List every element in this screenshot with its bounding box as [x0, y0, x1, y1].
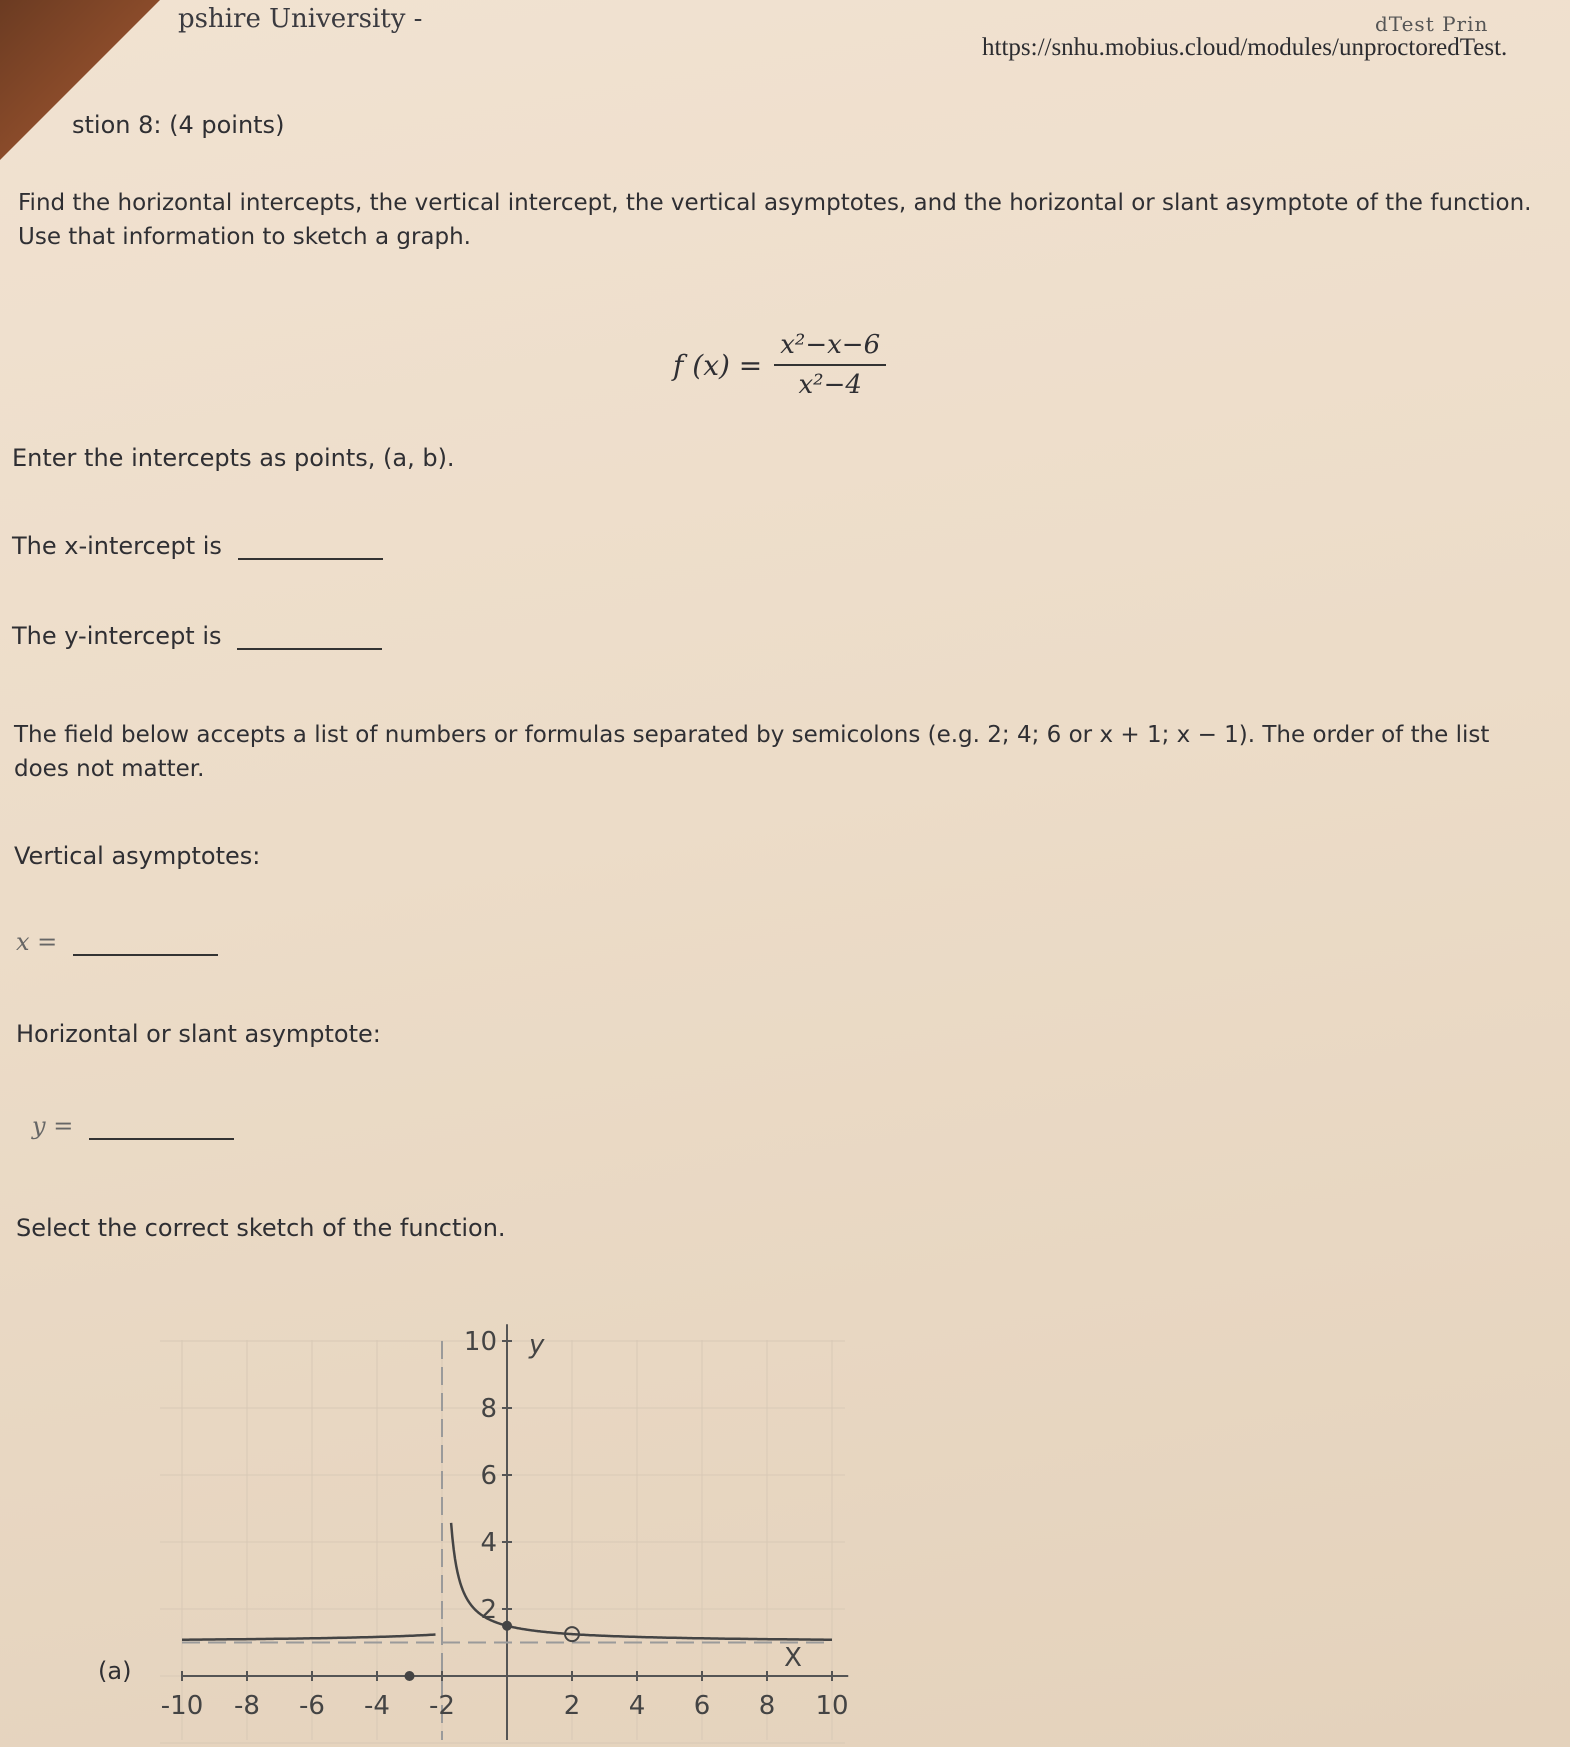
horizontal-asymptote-label: Horizontal or slant asymptote:	[16, 1020, 381, 1048]
vertical-asymptote-row	[16, 928, 218, 956]
question-number: stion 8: (4 points)	[72, 111, 285, 139]
list-note: The field below accepts a list of numbers or formulas separated by semicolons (e.g. 2; 4; 6 or x + 1; x − 1). The order of the list does not matter.	[14, 722, 1490, 782]
x-tick-label: -8	[234, 1691, 260, 1721]
y-tick-label: 6	[480, 1461, 497, 1491]
header-site-title: pshire University -	[178, 4, 423, 34]
function-lhs: f (x) =	[673, 348, 763, 382]
x-tick-label: 2	[563, 1691, 581, 1721]
function-denominator: x²−4	[798, 370, 862, 400]
x-tick-label: -4	[364, 1691, 390, 1721]
option-a-label[interactable]: (a)	[98, 1657, 132, 1685]
header-right-fragment: dTest Prin	[1375, 12, 1489, 36]
x-equals-label: x =	[16, 928, 58, 956]
y-tick-label: 8	[480, 1394, 497, 1424]
y-intercept-input[interactable]	[237, 622, 382, 650]
x-tick-label: -2	[429, 1691, 455, 1721]
x-tick-label: -10	[160, 1691, 204, 1721]
y-tick-label: 2	[480, 1595, 497, 1625]
y-axis-label: y	[529, 1330, 545, 1360]
x-intercept-row	[12, 532, 383, 560]
x-tick-label: -6	[299, 1691, 325, 1721]
y-intercept-row	[12, 622, 382, 650]
x-intercept-input[interactable]	[238, 532, 383, 560]
function-formula	[673, 330, 886, 400]
y-intercept-label: The y-intercept is	[12, 622, 222, 650]
graph-axes	[182, 1324, 848, 1740]
y-intercept-point	[502, 1621, 512, 1631]
graph-option-a[interactable]	[140, 1320, 860, 1747]
vertical-asymptotes-label: Vertical asymptotes:	[14, 842, 261, 870]
function-numerator: x²−x−6	[774, 330, 886, 366]
horizontal-asymptote-row	[32, 1112, 234, 1140]
x-tick-label: 8	[758, 1691, 776, 1721]
y-tick-label: 4	[480, 1528, 497, 1558]
graph-tick-labels	[161, 1327, 849, 1721]
intercepts-note: Enter the intercepts as points, (a, b).	[12, 444, 455, 472]
x-tick-label: 6	[693, 1691, 711, 1721]
x-tick-label: 4	[628, 1691, 646, 1721]
x-tick-label: 10	[815, 1691, 849, 1721]
horizontal-asymptote-input[interactable]	[89, 1112, 234, 1140]
x-axis-label: X	[784, 1643, 802, 1673]
select-sketch-prompt: Select the correct sketch of the function.	[16, 1214, 506, 1242]
x-intercept-point	[405, 1671, 415, 1681]
vertical-asymptote-input[interactable]	[73, 928, 218, 956]
curve-left-branch	[182, 1635, 436, 1640]
function-fraction	[774, 330, 886, 400]
y-equals-label: y =	[32, 1112, 74, 1140]
header-url: https://snhu.mobius.cloud/modules/unproctoredTest.	[982, 34, 1508, 61]
y-tick-label: 10	[463, 1327, 497, 1357]
question-instructions: Find the horizontal intercepts, the vertical intercept, the vertical asymptotes, and the horizontal or slant asymptote of the function. Use that information to sketch a graph.	[18, 190, 1532, 250]
x-intercept-label: The x-intercept is	[12, 532, 222, 560]
